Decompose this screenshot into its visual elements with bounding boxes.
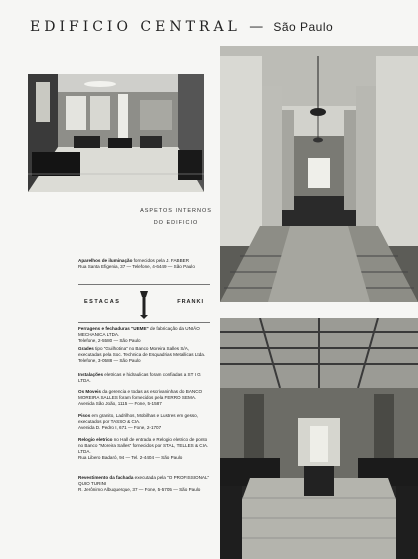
credit-text: eletricas e hidraulicas foram confiadas a ST I G LTDA.	[78, 372, 201, 383]
banking-hall-photo	[220, 318, 418, 559]
credit-lead: Instalações	[78, 372, 104, 377]
divider	[78, 322, 210, 323]
credit-installations	[78, 372, 210, 384]
hall-columns-photo	[220, 46, 418, 302]
photo-caption	[136, 205, 216, 229]
credit-lead: Grades	[78, 346, 94, 351]
credit-facade	[78, 475, 210, 493]
interior-office-photo-image	[28, 74, 204, 192]
page-title	[30, 16, 390, 40]
page-title-location: São Paulo	[273, 20, 334, 34]
credit-text: em granito, Ladrilhos, Mobilhas e Lustres em gesso, executados por TASSO & CIA.	[78, 413, 199, 424]
credit-grilles	[78, 346, 210, 364]
credit-text: no Hall de entrada e Relogio eletrico de ponto no Banco "Moreira Salles" fornecidos por STAL, TELLES & CIA. LTDA.	[78, 437, 209, 454]
page-title-main: EDIFICIO CENTRAL —	[30, 19, 268, 35]
credit-lead: Aparelhos de iluminação	[78, 258, 133, 263]
interior-office-photo	[28, 74, 204, 192]
credit-extra: Telefone, 2-5580 — São Paulo	[78, 338, 141, 343]
credit-extra: Avenida D. Pedro I, 671 — Fone, 2-1707	[78, 425, 162, 430]
credit-lead: Pisos	[78, 413, 91, 418]
credit-text: de fabricação da UNIÃO MECHANICA LTDA.	[78, 326, 200, 337]
photo-caption-line-2: DO EDIFICIO	[153, 220, 199, 226]
credit-furniture	[78, 389, 210, 407]
credit-lighting	[78, 258, 210, 270]
credit-lead: Os Moveis	[78, 389, 101, 394]
credit-extra: R. Jerônimo Albuquerque, 37 — Fone, 5-5705 — São Paulo	[78, 487, 201, 492]
credit-hardware	[78, 326, 210, 344]
estacas-franki-logo	[84, 289, 204, 319]
credit-text: da gerencia e todas as escrivaninhas do BANCO MOREIRA SALLES foram fornecidos pela FERRO SEMA.	[78, 389, 203, 400]
credit-floors	[78, 413, 210, 431]
credit-text: executada pela "O PROFISSIONAL" QUIO TURINI	[78, 475, 210, 486]
logo-text-left: ESTACAS	[84, 299, 121, 305]
credit-extra: Telefone, 3-0588 — São Paulo	[78, 358, 141, 363]
credit-lead: Relogio eletrico	[78, 437, 113, 442]
credit-text: fornecidos pela J. FABBER	[132, 258, 190, 263]
credit-extra: Avenida São João, 1115 — Fone, 5-1587	[78, 401, 162, 406]
photo-caption-line-1: ASPETOS INTERNOS	[140, 208, 212, 214]
divider	[78, 284, 210, 285]
credit-lead: Ferragens e fechaduras "UEME"	[78, 326, 149, 331]
credit-clock	[78, 437, 210, 461]
hall-columns-photo-image	[220, 46, 418, 302]
credit-text: tipo "Guilhotina" no Banco Moreira Salles S/A, executadas pela Soc. Technica de Esquadrias Metallicas Ltda.	[78, 346, 206, 357]
credit-extra: Rua Santa Efigenia, 37 — Telefone, 4-6449 — São Paulo	[78, 264, 195, 269]
credit-lead: Revestimento da fachada	[78, 475, 134, 480]
banking-hall-photo-image	[220, 318, 418, 559]
pile-icon	[134, 289, 154, 319]
credit-extra: Rua Libero Badaró, 94 — Tel. 2-4404 — São Paulo	[78, 455, 183, 460]
logo-text-right: FRANKI	[177, 299, 204, 305]
